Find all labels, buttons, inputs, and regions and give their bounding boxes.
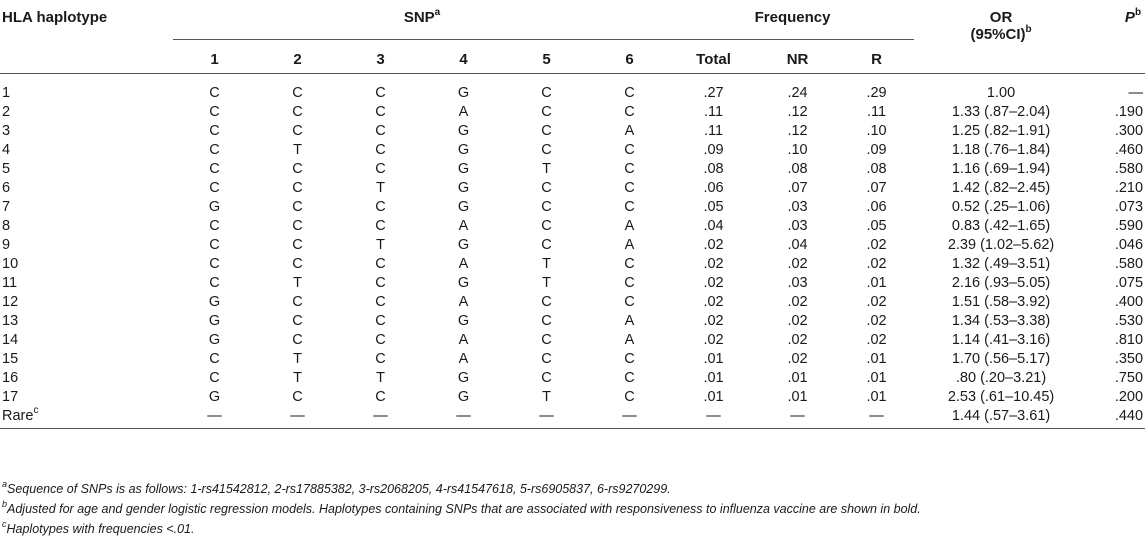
snp-5-cell: C bbox=[541, 332, 552, 348]
freq-nr-cell: .03 bbox=[787, 199, 808, 215]
or-cell: 1.00 bbox=[986, 85, 1016, 101]
freq-r-cell: .01 bbox=[866, 389, 887, 405]
snp-1-cell: C bbox=[209, 218, 220, 234]
haplotype-id: 13 bbox=[2, 313, 19, 329]
freq-r-cell: .09 bbox=[866, 142, 887, 158]
p-cell: .460 bbox=[1114, 142, 1144, 158]
footnote-a: $^a$Sequence of SNPs is as follows: 1-rs41542812, 2-rs17885382, 3-rs2068205, 4-rs41547618, 5-rs6905837, 6-rs9270299. bbox=[2, 478, 671, 496]
snp-6-cell: C bbox=[624, 370, 635, 386]
snp-4-cell: — bbox=[422, 407, 505, 429]
freq-r-cell: .06 bbox=[866, 199, 887, 215]
snp-5-cell: T bbox=[542, 389, 551, 405]
freq-nr-cell: .01 bbox=[787, 370, 808, 386]
freq-nr-cell: .02 bbox=[787, 351, 808, 367]
freq-r-cell: .02 bbox=[866, 256, 887, 272]
snp-3-cell: C bbox=[375, 104, 386, 120]
freq-total-cell: .02 bbox=[703, 275, 724, 291]
snp-2-cell: C bbox=[292, 332, 303, 348]
haplotype-id: 16 bbox=[2, 370, 19, 386]
header-snp-2: 2 bbox=[256, 40, 339, 74]
freq-nr-cell: .24 bbox=[787, 85, 808, 101]
table-header bbox=[0, 0, 1145, 74]
snp-1-cell: C bbox=[209, 275, 220, 291]
or-cell: 1.70 (.56–5.17) bbox=[951, 351, 1051, 367]
or-cell: 2.16 (.93–5.05) bbox=[951, 275, 1051, 291]
snp-1-cell: C bbox=[209, 351, 220, 367]
snp-6-cell: C bbox=[624, 199, 635, 215]
snp-6-cell: C bbox=[624, 85, 635, 101]
table-row bbox=[0, 179, 1145, 198]
haplotype-id: 15 bbox=[2, 351, 19, 367]
haplotype-id: 4 bbox=[2, 142, 11, 158]
snp-4-cell: G bbox=[457, 85, 470, 101]
table-row bbox=[0, 103, 1145, 122]
freq-nr-cell: .12 bbox=[787, 104, 808, 120]
haplotype-id: 11 bbox=[2, 275, 18, 291]
p-cell: .580 bbox=[1114, 161, 1144, 177]
snp-5-cell: C bbox=[541, 218, 552, 234]
freq-total-cell: .08 bbox=[703, 161, 724, 177]
freq-total-cell: .05 bbox=[703, 199, 724, 215]
snp-3-cell: C bbox=[375, 294, 386, 310]
snp-4-cell: G bbox=[457, 199, 470, 215]
haplotype-id: 17 bbox=[2, 389, 19, 405]
snp-4-cell: A bbox=[458, 218, 469, 234]
table-row bbox=[0, 217, 1145, 236]
snp-3-cell: C bbox=[375, 123, 386, 139]
or-cell: 1.44 (.57–3.61) bbox=[914, 407, 1088, 429]
haplotype-id: 9 bbox=[2, 237, 11, 253]
table-row bbox=[0, 141, 1145, 160]
freq-total-cell: .11 bbox=[703, 123, 724, 139]
freq-nr-cell: .02 bbox=[787, 294, 808, 310]
or-cell: 2.39 (1.02–5.62) bbox=[947, 237, 1055, 253]
freq-total-cell: .01 bbox=[703, 351, 724, 367]
p-cell: .210 bbox=[1114, 180, 1144, 196]
table-row bbox=[0, 74, 1145, 104]
table-body bbox=[0, 74, 1145, 429]
snp-5-cell: C bbox=[541, 180, 552, 196]
snp-5-cell: C bbox=[541, 294, 552, 310]
snp-5-cell: C bbox=[541, 237, 552, 253]
freq-total-cell: .02 bbox=[703, 313, 724, 329]
freq-total-cell: .01 bbox=[703, 389, 724, 405]
snp-4-cell: A bbox=[458, 294, 469, 310]
freq-total-cell: .02 bbox=[703, 332, 724, 348]
or-cell: 1.33 (.87–2.04) bbox=[951, 104, 1051, 120]
freq-total-cell: .06 bbox=[703, 180, 724, 196]
snp-5-cell: T bbox=[542, 161, 551, 177]
footnote-c: $^c$Haplotypes with frequencies <.01. bbox=[2, 518, 195, 536]
snp-2-cell: C bbox=[292, 199, 303, 215]
header-snp-6: 6 bbox=[588, 40, 671, 74]
header-snp-3: 3 bbox=[339, 40, 422, 74]
haplotype-id: 7 bbox=[2, 199, 11, 215]
snp-5-cell: C bbox=[541, 142, 552, 158]
snp-6-cell: A bbox=[624, 237, 635, 253]
freq-r-cell: .10 bbox=[866, 123, 887, 139]
snp-1-cell: — bbox=[173, 407, 256, 429]
or-cell: 1.25 (.82–1.91) bbox=[951, 123, 1051, 139]
freq-r-cell: .02 bbox=[866, 294, 887, 310]
haplotype-id: 1 bbox=[2, 85, 11, 101]
snp-5-cell: — bbox=[505, 407, 588, 429]
snp-4-cell: G bbox=[457, 275, 470, 291]
haplotype-id: 3 bbox=[2, 123, 11, 139]
snp-4-cell: G bbox=[457, 389, 470, 405]
or-cell: 1.18 (.76–1.84) bbox=[951, 142, 1051, 158]
p-cell: .075 bbox=[1114, 275, 1144, 291]
snp-1-cell: C bbox=[209, 142, 220, 158]
freq-nr-cell: .02 bbox=[787, 313, 808, 329]
p-cell: .530 bbox=[1114, 313, 1144, 329]
snp-5-cell: T bbox=[542, 256, 551, 272]
haplotype-id: 12 bbox=[2, 294, 19, 310]
snp-6-cell: — bbox=[588, 407, 671, 429]
or-cell: 1.51 (.58–3.92) bbox=[951, 294, 1051, 310]
table-row bbox=[0, 312, 1145, 331]
p-cell: .350 bbox=[1114, 351, 1144, 367]
freq-nr-cell: .10 bbox=[787, 142, 808, 158]
snp-1-cell: C bbox=[209, 161, 220, 177]
p-cell: .300 bbox=[1114, 123, 1144, 139]
or-cell: 1.14 (.41–3.16) bbox=[951, 332, 1051, 348]
snp-2-cell: C bbox=[292, 389, 303, 405]
freq-nr-cell: .02 bbox=[787, 332, 808, 348]
header-or: OR $(95\%CI)^b$ bbox=[914, 0, 1088, 74]
freq-r-cell: .29 bbox=[866, 85, 887, 101]
header-freq-r: R bbox=[839, 40, 914, 74]
snp-3-cell: T bbox=[376, 180, 385, 196]
snp-6-cell: C bbox=[624, 275, 635, 291]
snp-3-cell: C bbox=[375, 161, 386, 177]
snp-6-cell: C bbox=[624, 256, 635, 272]
snp-2-cell: T bbox=[293, 351, 302, 367]
header-snp-group: SNP$^a$ bbox=[173, 0, 671, 40]
freq-total-cell: .02 bbox=[703, 237, 724, 253]
snp-6-cell: C bbox=[624, 142, 635, 158]
header-snp-5: 5 bbox=[505, 40, 588, 74]
table-row bbox=[0, 331, 1145, 350]
freq-r-cell: .02 bbox=[866, 332, 887, 348]
table-row bbox=[0, 198, 1145, 217]
snp-3-cell: C bbox=[375, 275, 386, 291]
haplotype-id: 8 bbox=[2, 218, 11, 234]
freq-nr-cell: .03 bbox=[787, 218, 808, 234]
snp-1-cell: G bbox=[208, 389, 221, 405]
freq-total-cell: — bbox=[671, 407, 756, 429]
or-cell: 1.42 (.82–2.45) bbox=[951, 180, 1051, 196]
freq-r-cell: .11 bbox=[866, 104, 887, 120]
freq-nr-cell: .04 bbox=[787, 237, 808, 253]
freq-total-cell: .04 bbox=[703, 218, 724, 234]
snp-3-cell: T bbox=[376, 370, 385, 386]
snp-4-cell: G bbox=[457, 370, 470, 386]
snp-6-cell: C bbox=[624, 180, 635, 196]
freq-total-cell: .02 bbox=[703, 256, 724, 272]
freq-nr-cell: .08 bbox=[787, 161, 808, 177]
freq-r-cell: .01 bbox=[866, 351, 887, 367]
snp-3-cell: C bbox=[375, 351, 386, 367]
snp-2-cell: C bbox=[292, 218, 303, 234]
snp-2-cell: T bbox=[293, 142, 302, 158]
snp-3-cell: C bbox=[375, 199, 386, 215]
header-freq-nr: NR bbox=[756, 40, 839, 74]
snp-2-cell: C bbox=[292, 313, 303, 329]
snp-6-cell: A bbox=[624, 123, 635, 139]
snp-1-cell: G bbox=[208, 294, 221, 310]
snp-6-cell: A bbox=[624, 218, 635, 234]
table-row bbox=[0, 293, 1145, 312]
freq-total-cell: .09 bbox=[703, 142, 724, 158]
table-row bbox=[0, 388, 1145, 407]
p-cell: .810 bbox=[1114, 332, 1144, 348]
freq-nr-cell: .03 bbox=[787, 275, 808, 291]
header-freq-total: Total bbox=[671, 40, 756, 74]
snp-2-cell: T bbox=[293, 370, 302, 386]
header-frequency-group: Frequency bbox=[671, 0, 914, 40]
or-cell: 1.16 (.69–1.94) bbox=[951, 161, 1051, 177]
snp-2-cell: C bbox=[292, 161, 303, 177]
snp-2-cell: C bbox=[292, 104, 303, 120]
freq-r-cell: .02 bbox=[866, 313, 887, 329]
p-cell: .590 bbox=[1114, 218, 1144, 234]
table-row-rare bbox=[0, 407, 1145, 429]
footnote-b: $^b$Adjusted for age and gender logistic regression models. Haplotypes containing SNPs that are associated with responsiveness to influenza vaccine are shown in bold. bbox=[2, 498, 921, 516]
snp-4-cell: A bbox=[458, 351, 469, 367]
snp-3-cell: C bbox=[375, 332, 386, 348]
snp-6-cell: C bbox=[624, 104, 635, 120]
snp-4-cell: A bbox=[458, 256, 469, 272]
haplotype-id: 6 bbox=[2, 180, 11, 196]
snp-2-cell: C bbox=[292, 85, 303, 101]
snp-6-cell: C bbox=[624, 161, 635, 177]
snp-1-cell: G bbox=[208, 199, 221, 215]
snp-3-cell: C bbox=[375, 313, 386, 329]
snp-2-cell: C bbox=[292, 180, 303, 196]
freq-r-cell: .01 bbox=[866, 370, 887, 386]
or-cell: 1.32 (.49–3.51) bbox=[951, 256, 1051, 272]
snp-6-cell: A bbox=[624, 313, 635, 329]
freq-total-cell: .11 bbox=[703, 104, 724, 120]
p-cell: .046 bbox=[1114, 237, 1144, 253]
snp-4-cell: G bbox=[457, 123, 470, 139]
table-row bbox=[0, 274, 1145, 293]
snp-6-cell: C bbox=[624, 294, 635, 310]
snp-3-cell: C bbox=[375, 142, 386, 158]
snp-1-cell: C bbox=[209, 370, 220, 386]
haplotype-rare-label: Rare$^c$ bbox=[0, 407, 173, 429]
snp-5-cell: C bbox=[541, 351, 552, 367]
freq-nr-cell: .01 bbox=[787, 389, 808, 405]
freq-total-cell: .01 bbox=[703, 370, 724, 386]
snp-6-cell: C bbox=[624, 389, 635, 405]
p-cell: .400 bbox=[1114, 294, 1144, 310]
snp-1-cell: C bbox=[209, 104, 220, 120]
footnotes bbox=[2, 478, 1142, 542]
haplotype-id: 10 bbox=[2, 256, 19, 272]
freq-nr-cell: — bbox=[756, 407, 839, 429]
snp-4-cell: G bbox=[457, 237, 470, 253]
freq-nr-cell: .07 bbox=[787, 180, 808, 196]
snp-2-cell: C bbox=[292, 256, 303, 272]
snp-4-cell: A bbox=[458, 104, 469, 120]
snp-4-cell: G bbox=[457, 180, 470, 196]
snp-1-cell: C bbox=[209, 85, 220, 101]
haplotype-id: 2 bbox=[2, 104, 11, 120]
freq-r-cell: — bbox=[839, 407, 914, 429]
header-haplotype: HLA haplotype bbox=[0, 0, 173, 74]
freq-nr-cell: .12 bbox=[787, 123, 808, 139]
freq-total-cell: .02 bbox=[703, 294, 724, 310]
snp-3-cell: C bbox=[375, 389, 386, 405]
snp-5-cell: C bbox=[541, 313, 552, 329]
snp-6-cell: A bbox=[624, 332, 635, 348]
table-row bbox=[0, 122, 1145, 141]
snp-5-cell: C bbox=[541, 370, 552, 386]
snp-5-cell: C bbox=[541, 104, 552, 120]
snp-2-cell: T bbox=[293, 275, 302, 291]
snp-4-cell: G bbox=[457, 142, 470, 158]
snp-1-cell: C bbox=[209, 256, 220, 272]
header-p: $P^b$ bbox=[1088, 0, 1145, 74]
freq-r-cell: .07 bbox=[866, 180, 887, 196]
snp-4-cell: G bbox=[457, 313, 470, 329]
p-cell: .580 bbox=[1114, 256, 1144, 272]
snp-1-cell: C bbox=[209, 237, 220, 253]
or-cell: 0.52 (.25–1.06) bbox=[951, 199, 1051, 215]
haplotype-id: 5 bbox=[2, 161, 11, 177]
or-cell: .80 (.20–3.21) bbox=[955, 370, 1047, 386]
snp-2-cell: C bbox=[292, 294, 303, 310]
header-snp-4: 4 bbox=[422, 40, 505, 74]
snp-1-cell: G bbox=[208, 313, 221, 329]
snp-5-cell: C bbox=[541, 123, 552, 139]
p-cell: — bbox=[1128, 85, 1144, 101]
snp-2-cell: C bbox=[292, 237, 303, 253]
table-row bbox=[0, 160, 1145, 179]
haplotype-id: 14 bbox=[2, 332, 19, 348]
snp-3-cell: — bbox=[339, 407, 422, 429]
or-cell: 0.83 (.42–1.65) bbox=[951, 218, 1051, 234]
snp-6-cell: C bbox=[624, 351, 635, 367]
table-row bbox=[0, 255, 1145, 274]
p-cell: .073 bbox=[1114, 199, 1144, 215]
snp-2-cell: — bbox=[256, 407, 339, 429]
snp-1-cell: G bbox=[208, 332, 221, 348]
snp-3-cell: C bbox=[375, 218, 386, 234]
freq-total-cell: .27 bbox=[703, 85, 724, 101]
snp-3-cell: C bbox=[375, 256, 386, 272]
snp-1-cell: C bbox=[209, 123, 220, 139]
freq-nr-cell: .02 bbox=[787, 256, 808, 272]
snp-3-cell: T bbox=[376, 237, 385, 253]
snp-4-cell: G bbox=[457, 161, 470, 177]
snp-4-cell: A bbox=[458, 332, 469, 348]
snp-3-cell: C bbox=[375, 85, 386, 101]
freq-r-cell: .05 bbox=[866, 218, 887, 234]
or-cell: 2.53 (.61–10.45) bbox=[947, 389, 1055, 405]
table-row bbox=[0, 369, 1145, 388]
p-cell: .440 bbox=[1088, 407, 1145, 429]
freq-r-cell: .02 bbox=[866, 237, 887, 253]
header-snp-1: 1 bbox=[173, 40, 256, 74]
p-cell: .200 bbox=[1114, 389, 1144, 405]
p-cell: .190 bbox=[1114, 104, 1144, 120]
snp-1-cell: C bbox=[209, 180, 220, 196]
or-cell: 1.34 (.53–3.38) bbox=[951, 313, 1051, 329]
freq-r-cell: .08 bbox=[866, 161, 887, 177]
table-row bbox=[0, 350, 1145, 369]
snp-5-cell: C bbox=[541, 85, 552, 101]
freq-r-cell: .01 bbox=[866, 275, 887, 291]
snp-5-cell: T bbox=[542, 275, 551, 291]
table-row bbox=[0, 236, 1145, 255]
snp-5-cell: C bbox=[541, 199, 552, 215]
p-cell: .750 bbox=[1114, 370, 1144, 386]
snp-2-cell: C bbox=[292, 123, 303, 139]
